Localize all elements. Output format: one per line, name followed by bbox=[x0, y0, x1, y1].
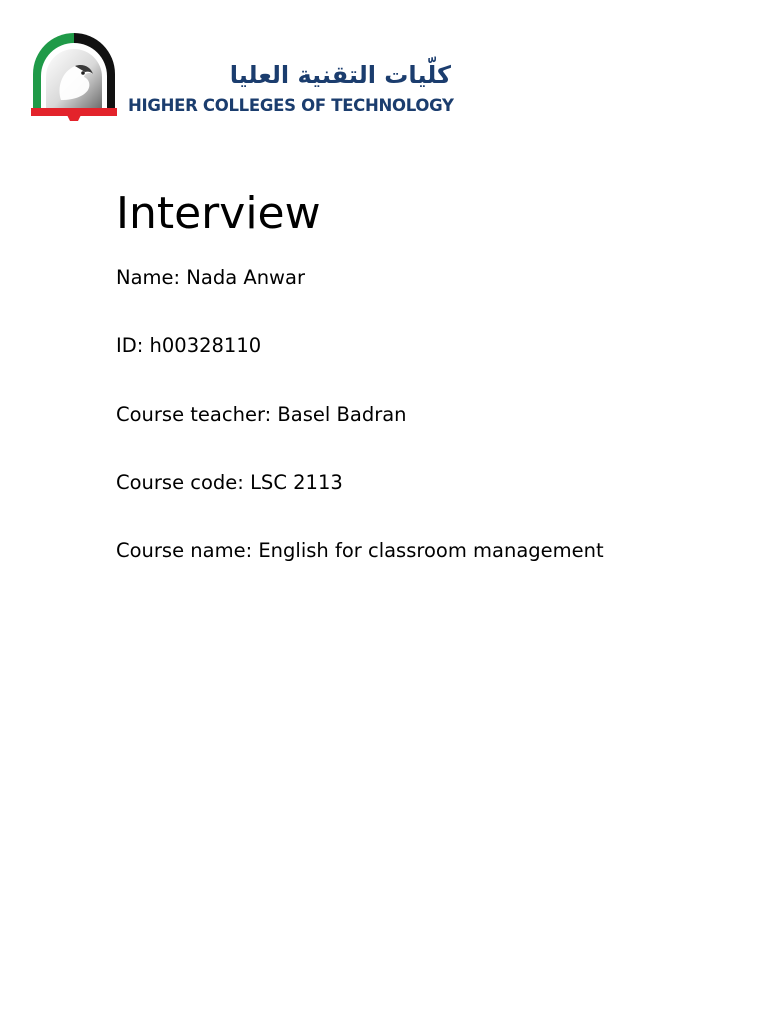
student-name-line: Name: Nada Anwar bbox=[116, 266, 305, 289]
document-title: Interview bbox=[116, 188, 321, 239]
institution-english-name: HIGHER COLLEGES OF TECHNOLOGY bbox=[128, 96, 454, 115]
student-info-list bbox=[116, 264, 604, 605]
course-code-line: Course code: LSC 2113 bbox=[116, 470, 343, 494]
student-id-line: ID: h00328110 bbox=[116, 334, 262, 358]
course-name-line: Course name: English for classroom management bbox=[116, 539, 604, 563]
falcon-emblem-icon bbox=[31, 30, 117, 122]
institution-arabic-name: كلّيات التقنية العليا bbox=[229, 61, 451, 89]
course-teacher-line: Course teacher: Basel Badran bbox=[116, 402, 407, 426]
institution-logo bbox=[31, 30, 456, 122]
